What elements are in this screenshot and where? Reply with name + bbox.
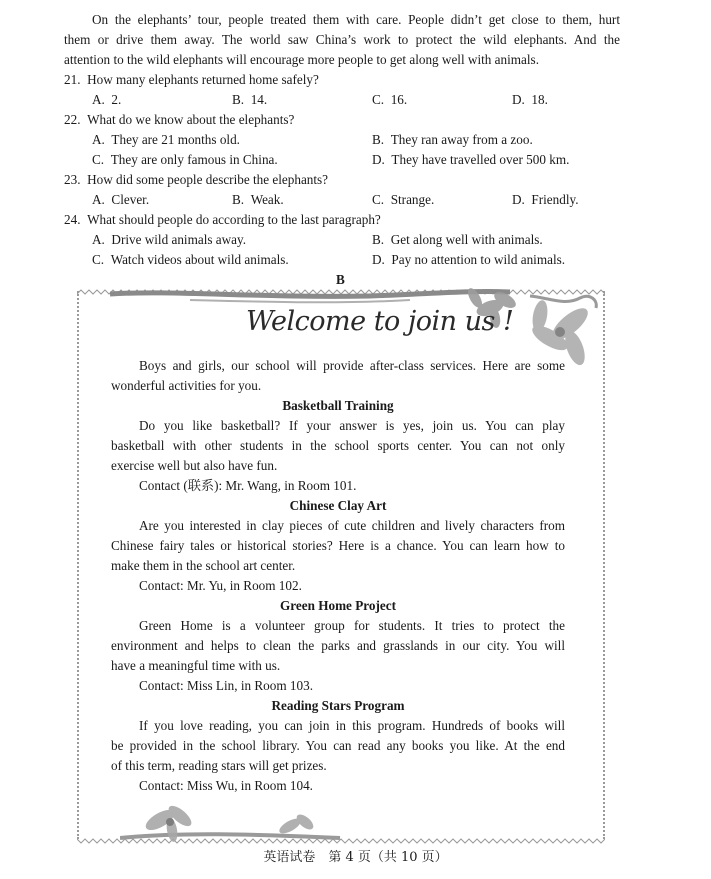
option-text: Drive wild animals away. xyxy=(111,232,247,247)
option-label: C. xyxy=(372,92,385,107)
question-text: What should people do according to the last paragraph? xyxy=(87,212,381,227)
activity-line: Chinese fairy tales or historical stories? Here is a chance. You can learn how to xyxy=(111,538,565,553)
activity-line: be provided in the school library. You can read any books you like. At the end xyxy=(111,738,565,753)
q21-option-a xyxy=(92,90,121,110)
activity-line: If you love reading, you can join in this program. Hundreds of books will xyxy=(139,718,565,733)
question-text: How many elephants returned home safely? xyxy=(87,72,319,87)
q24-option-b xyxy=(372,230,543,250)
option-text: They have travelled over 500 km. xyxy=(391,152,570,167)
option-label: D. xyxy=(512,192,525,207)
option-label: B. xyxy=(372,232,385,247)
option-text: Strange. xyxy=(390,192,435,207)
floral-decoration-bottom xyxy=(120,798,350,844)
activity-line: of this term, reading stars will get prizes. xyxy=(111,758,327,773)
q22-option-b xyxy=(372,130,533,150)
passage-a-line-2: them or drive them away. The world saw China’s work to protect the wild elephants. And the xyxy=(64,32,620,47)
activity-contact: Contact: Miss Wu, in Room 104. xyxy=(139,778,313,793)
activity-heading-basketball: Basketball Training xyxy=(282,398,394,413)
q23-option-a xyxy=(92,190,149,210)
question-number: 21. xyxy=(64,72,81,87)
option-label: A. xyxy=(92,192,105,207)
option-text: Friendly. xyxy=(531,192,579,207)
q22-option-d xyxy=(372,150,569,170)
activity-line: make them in the school art center. xyxy=(111,558,296,573)
passage-a-line-3: attention to the wild elephants will encourage more people to get along well with animals. xyxy=(64,52,539,67)
q21-option-d xyxy=(512,90,548,110)
intro-line-2: wonderful activities for you. xyxy=(111,378,262,393)
activity-contact: Contact: Miss Lin, in Room 103. xyxy=(139,678,314,693)
option-text: 16. xyxy=(390,92,408,107)
q21-option-b xyxy=(232,90,267,110)
option-label: C. xyxy=(372,192,385,207)
q21-option-c xyxy=(372,90,407,110)
q22-option-c xyxy=(92,150,278,170)
option-label: B. xyxy=(232,92,245,107)
notice-title: Welcome to join us ! xyxy=(246,306,514,337)
question-24 xyxy=(64,210,381,230)
activity-line: exercise well but also have fun. xyxy=(111,458,278,473)
option-text: Get along well with animals. xyxy=(390,232,543,247)
intro-line-1: Boys and girls, our school will provide after-class services. Here are some xyxy=(139,358,565,373)
activity-line: Are you interested in clay pieces of cute children and lively characters from xyxy=(139,518,565,533)
passage-a-line-1: On the elephants’ tour, people treated them with care. People didn’t get close to them, hurt xyxy=(92,12,620,27)
question-22 xyxy=(64,110,294,130)
q23-option-b xyxy=(232,190,284,210)
option-label: A. xyxy=(92,132,105,147)
option-label: B. xyxy=(372,132,385,147)
q24-option-c xyxy=(92,250,289,270)
option-text: They are 21 months old. xyxy=(111,132,240,147)
option-text: They ran away from a zoo. xyxy=(390,132,533,147)
activity-contact: Contact: Mr. Yu, in Room 102. xyxy=(139,578,302,593)
activity-line: environment and helps to clean the parks and grasslands in our city. You will xyxy=(111,638,565,653)
option-label: D. xyxy=(372,252,385,267)
question-number: 24. xyxy=(64,212,81,227)
question-number: 22. xyxy=(64,112,81,127)
option-text: Pay no attention to wild animals. xyxy=(391,252,566,267)
question-text: What do we know about the elephants? xyxy=(87,112,295,127)
option-label: B. xyxy=(232,192,245,207)
option-text: 18. xyxy=(531,92,548,107)
activity-contact: Contact (联系): Mr. Wang, in Room 101. xyxy=(139,478,357,493)
option-text: 14. xyxy=(250,92,268,107)
q23-option-c xyxy=(372,190,434,210)
activity-heading-reading-stars: Reading Stars Program xyxy=(271,698,405,713)
page-footer: 英语试卷 第 4 页（共 10 页） xyxy=(263,850,448,865)
option-text: Weak. xyxy=(250,192,284,207)
option-label: D. xyxy=(372,152,385,167)
question-23 xyxy=(64,170,328,190)
q22-option-a xyxy=(92,130,240,150)
option-text: Watch videos about wild animals. xyxy=(110,252,289,267)
activity-line: Do you like basketball? If your answer is yes, join us. You can play xyxy=(139,418,565,433)
q24-option-d xyxy=(372,250,565,270)
question-21 xyxy=(64,70,319,90)
activity-line: Green Home is a volunteer group for students. It tries to protect the xyxy=(139,618,565,633)
option-text: They are only famous in China. xyxy=(110,152,278,167)
option-text: Clever. xyxy=(111,192,150,207)
option-label: A. xyxy=(92,92,105,107)
option-text: 2. xyxy=(111,92,122,107)
activity-line: have a meaningful time with us. xyxy=(111,658,281,673)
activity-heading-green-home: Green Home Project xyxy=(280,598,396,613)
option-label: A. xyxy=(92,232,105,247)
activity-line: basketball with other students in the school sports center. You can not only xyxy=(111,438,565,453)
section-label: B xyxy=(336,272,345,287)
question-text: How did some people describe the elephants? xyxy=(87,172,329,187)
option-label: C. xyxy=(92,152,105,167)
option-label: D. xyxy=(512,92,525,107)
q24-option-a xyxy=(92,230,246,250)
activity-heading-clay-art: Chinese Clay Art xyxy=(289,498,387,513)
option-label: C. xyxy=(92,252,105,267)
question-number: 23. xyxy=(64,172,81,187)
q23-option-d xyxy=(512,190,579,210)
